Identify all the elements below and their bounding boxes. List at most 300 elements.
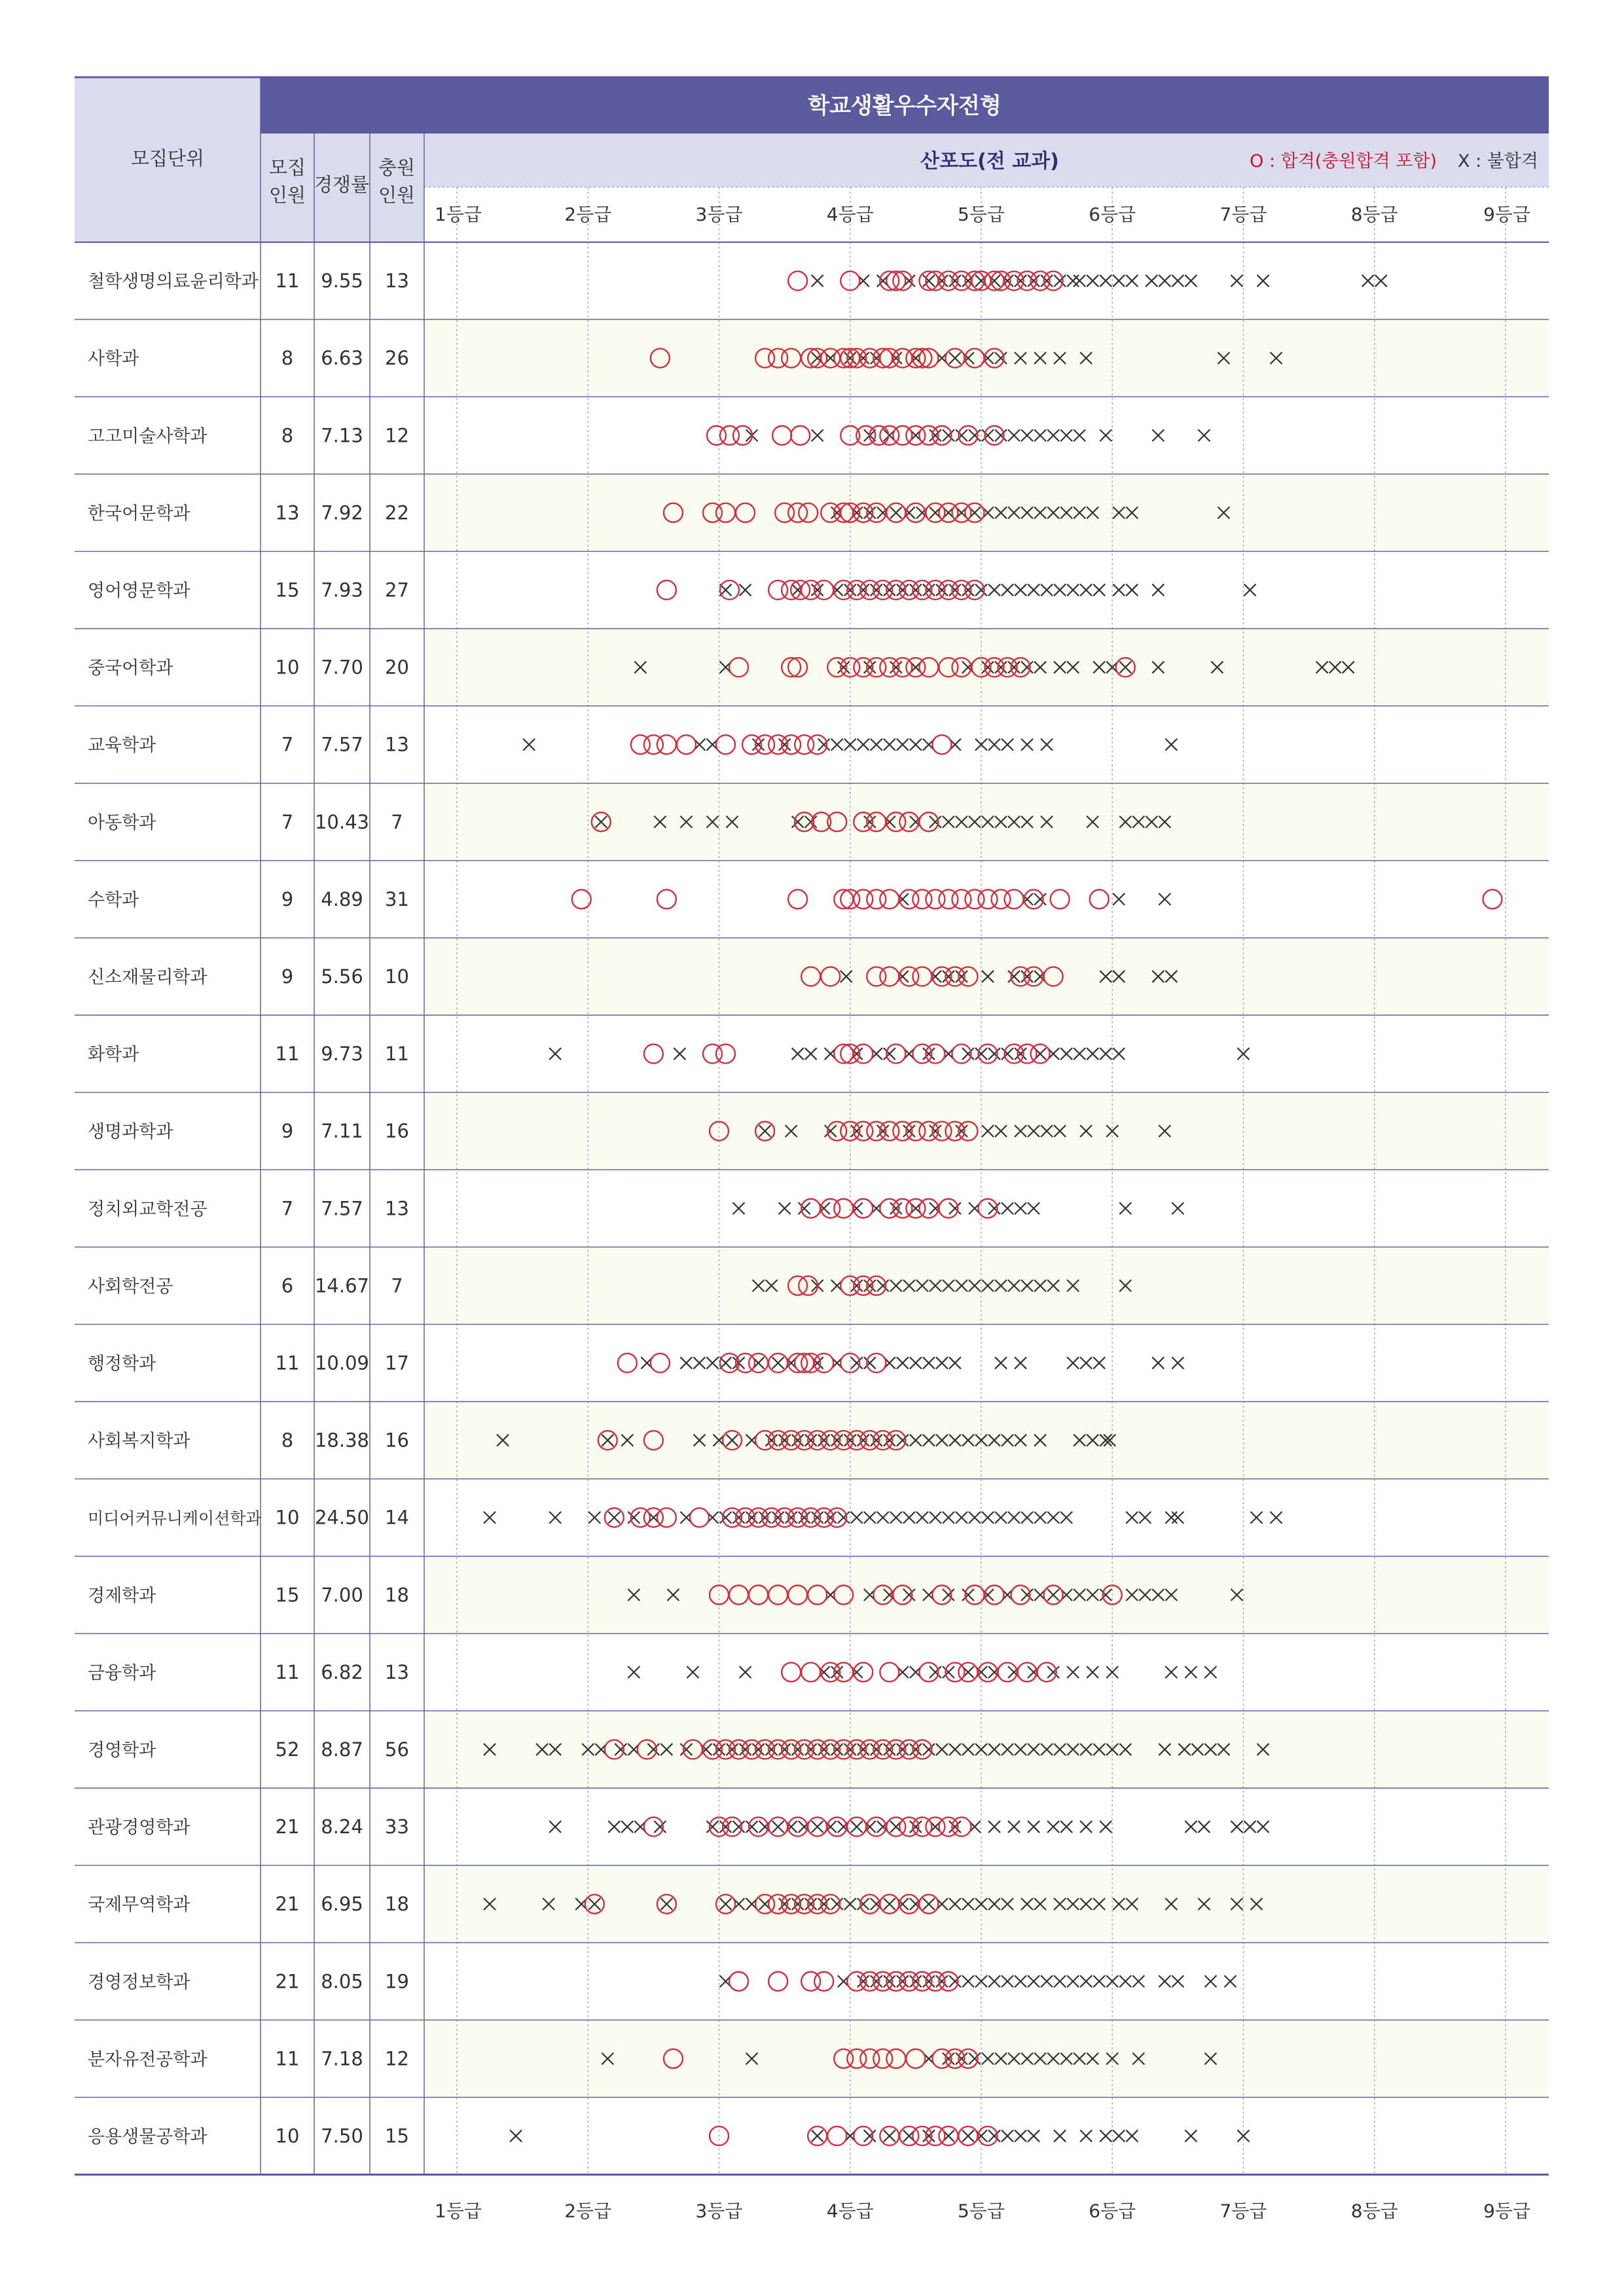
quota-value: 10 bbox=[275, 1506, 300, 1529]
fail-mark bbox=[1021, 429, 1033, 441]
quota-value: 9 bbox=[281, 888, 294, 910]
pass-mark bbox=[840, 272, 859, 291]
fail-mark bbox=[1126, 2130, 1138, 2142]
pass-mark bbox=[768, 1972, 787, 1991]
quota-value: 7 bbox=[281, 733, 294, 756]
fail-mark bbox=[910, 584, 922, 596]
fail-mark bbox=[988, 1048, 1000, 1060]
fail-mark bbox=[1257, 275, 1269, 287]
rate-value: 8.87 bbox=[321, 1738, 363, 1761]
row-label: 행정학과 bbox=[88, 1354, 156, 1374]
fail-mark bbox=[1152, 584, 1164, 596]
fail-mark bbox=[1060, 429, 1072, 441]
fail-mark bbox=[1047, 1821, 1059, 1833]
fail-mark bbox=[706, 1821, 718, 1833]
quota-value: 11 bbox=[275, 1043, 300, 1066]
fail-mark bbox=[949, 1202, 961, 1214]
fail-mark bbox=[962, 1975, 974, 1987]
fail-mark bbox=[943, 1666, 954, 1678]
tick-label-bottom: 8등급 bbox=[1350, 2200, 1398, 2222]
fail-mark bbox=[1015, 1357, 1026, 1369]
fail-mark bbox=[1087, 1048, 1098, 1060]
fail-mark bbox=[884, 1048, 895, 1060]
fail-mark bbox=[890, 1512, 902, 1524]
quota-value: 15 bbox=[275, 579, 300, 601]
fail-mark bbox=[962, 1048, 974, 1060]
fail-mark bbox=[851, 1357, 863, 1369]
fail-mark bbox=[956, 1512, 967, 1524]
row-label: 경영학과 bbox=[88, 1740, 156, 1761]
tick-label-top: 1등급 bbox=[435, 204, 482, 225]
added-value: 16 bbox=[385, 1120, 409, 1143]
fail-mark bbox=[628, 1666, 640, 1678]
tick-label-top: 4등급 bbox=[826, 204, 874, 225]
row-label: 고고미술사학과 bbox=[88, 426, 208, 447]
fail-mark bbox=[982, 429, 994, 441]
fail-mark bbox=[779, 739, 791, 751]
added-value: 12 bbox=[385, 424, 409, 447]
fail-mark bbox=[838, 1512, 850, 1524]
fail-mark bbox=[1165, 1512, 1177, 1524]
pass-mark bbox=[1090, 889, 1109, 908]
fail-mark bbox=[962, 2130, 974, 2142]
fail-mark bbox=[549, 1048, 561, 1060]
fail-mark bbox=[1257, 1821, 1269, 1833]
fail-mark bbox=[1034, 893, 1046, 905]
fail-mark bbox=[1008, 1821, 1020, 1833]
added-value: 13 bbox=[385, 733, 409, 756]
fail-mark bbox=[1041, 584, 1053, 596]
fail-mark bbox=[936, 584, 948, 596]
fail-mark bbox=[949, 1357, 961, 1369]
fail-mark bbox=[812, 1512, 823, 1524]
fail-mark bbox=[1080, 584, 1092, 596]
fail-mark bbox=[1054, 1975, 1066, 1987]
added-value: 27 bbox=[385, 579, 409, 601]
added-value: 18 bbox=[385, 1583, 409, 1606]
added-value: 17 bbox=[385, 1352, 409, 1374]
quota-value: 10 bbox=[275, 2125, 300, 2147]
fail-mark bbox=[1028, 2130, 1039, 2142]
pass-mark bbox=[791, 426, 810, 445]
fail-mark bbox=[720, 1821, 732, 1833]
fail-mark bbox=[988, 584, 1000, 596]
fail-mark bbox=[871, 739, 882, 751]
pass-mark bbox=[644, 1045, 663, 1064]
fail-mark bbox=[1100, 1821, 1111, 1833]
fail-mark bbox=[1185, 275, 1197, 287]
row-band bbox=[424, 474, 1549, 551]
fail-mark bbox=[812, 275, 823, 287]
fail-mark bbox=[1093, 1975, 1105, 1987]
fail-mark bbox=[733, 1821, 745, 1833]
fail-mark bbox=[1251, 1512, 1263, 1524]
quota-value: 52 bbox=[275, 1738, 300, 1761]
quota-value: 21 bbox=[275, 1893, 300, 1916]
fail-mark bbox=[1074, 1048, 1085, 1060]
fail-mark bbox=[1028, 584, 1039, 596]
quota-value: 11 bbox=[275, 2047, 300, 2070]
row-band bbox=[424, 938, 1549, 1015]
fail-mark bbox=[759, 1512, 771, 1524]
pass-mark bbox=[733, 426, 752, 445]
fail-mark bbox=[884, 1975, 895, 1987]
tick-label-top: 5등급 bbox=[958, 204, 1005, 225]
fail-mark bbox=[1087, 275, 1098, 287]
fail-mark bbox=[706, 1357, 718, 1369]
fail-mark bbox=[995, 1357, 1007, 1369]
row-label: 철학생명의료윤리학과 bbox=[88, 272, 259, 293]
fail-mark bbox=[785, 1512, 797, 1524]
fail-mark bbox=[1165, 739, 1177, 751]
fail-mark bbox=[746, 1821, 758, 1833]
tick-label-bottom: 4등급 bbox=[826, 2200, 874, 2222]
grid-layer bbox=[424, 187, 1549, 2175]
tick-label-top: 6등급 bbox=[1089, 204, 1136, 225]
quota-value: 9 bbox=[281, 1120, 294, 1143]
quota-value: 8 bbox=[281, 424, 294, 447]
pass-mark bbox=[834, 1199, 853, 1218]
fail-mark bbox=[1021, 739, 1033, 751]
fail-mark bbox=[1074, 275, 1085, 287]
row-band bbox=[424, 629, 1549, 706]
fail-mark bbox=[1067, 275, 1079, 287]
added-value: 10 bbox=[385, 965, 409, 988]
quota-value: 15 bbox=[275, 1583, 300, 1606]
pass-mark bbox=[880, 889, 899, 908]
fail-mark bbox=[923, 1357, 935, 1369]
tick-label-top: 3등급 bbox=[695, 204, 743, 225]
marks-layer bbox=[484, 272, 1502, 2145]
fail-mark bbox=[1067, 1666, 1079, 1678]
row-band bbox=[424, 1556, 1549, 1634]
row-label: 화학과 bbox=[88, 1045, 139, 1066]
pass-mark bbox=[657, 889, 676, 908]
fail-mark bbox=[1165, 1666, 1177, 1678]
fail-mark bbox=[949, 275, 961, 287]
fail-mark bbox=[910, 1357, 922, 1369]
pass-mark bbox=[720, 581, 739, 600]
fail-mark bbox=[975, 1975, 987, 1987]
fail-mark bbox=[1113, 1048, 1125, 1060]
fail-mark bbox=[1028, 1821, 1039, 1833]
tick-label-top: 9등급 bbox=[1483, 204, 1530, 225]
legend-pass: O : 합격(충원합격 포함) bbox=[1250, 151, 1437, 171]
added-value: 16 bbox=[385, 1429, 409, 1452]
rate-value: 10.43 bbox=[314, 810, 370, 833]
fail-mark bbox=[923, 584, 935, 596]
fail-mark bbox=[936, 1357, 948, 1369]
col-header-quota-2: 인원 bbox=[268, 184, 306, 206]
quota-value: 8 bbox=[281, 1429, 294, 1452]
fail-mark bbox=[1198, 1821, 1210, 1833]
quota-value: 11 bbox=[275, 270, 300, 293]
fail-mark bbox=[1113, 584, 1125, 596]
fail-mark bbox=[1028, 275, 1039, 287]
fail-mark bbox=[1015, 275, 1026, 287]
row-label: 미디어커뮤니케이션학과 bbox=[88, 1509, 262, 1528]
fail-mark bbox=[949, 1821, 961, 1833]
row-label: 사회복지학과 bbox=[88, 1431, 190, 1452]
fail-mark bbox=[654, 1821, 666, 1833]
pass-mark bbox=[618, 1354, 637, 1372]
pass-mark bbox=[657, 1508, 676, 1527]
tick-label-bottom: 5등급 bbox=[958, 2200, 1005, 2222]
fail-mark bbox=[1028, 1975, 1039, 1987]
quota-value: 21 bbox=[275, 1816, 300, 1839]
rate-value: 7.00 bbox=[321, 1583, 363, 1606]
fail-mark bbox=[995, 429, 1007, 441]
fail-mark bbox=[1100, 429, 1111, 441]
fail-mark bbox=[1146, 275, 1157, 287]
row-band bbox=[424, 1711, 1549, 1788]
quota-value: 6 bbox=[281, 1274, 294, 1297]
legend-fail: X : 불합격 bbox=[1457, 151, 1538, 171]
pass-mark bbox=[677, 735, 696, 754]
pass-mark bbox=[772, 426, 791, 445]
fail-mark bbox=[1054, 584, 1066, 596]
fail-mark bbox=[779, 1202, 791, 1214]
fail-mark bbox=[897, 584, 909, 596]
fail-mark bbox=[884, 584, 895, 596]
row-band bbox=[424, 319, 1549, 397]
fail-mark bbox=[910, 739, 922, 751]
col-header-unit: 모집단위 bbox=[130, 147, 205, 170]
fail-mark bbox=[1001, 1975, 1013, 1987]
added-value: 7 bbox=[391, 810, 403, 833]
rate-value: 8.24 bbox=[321, 1816, 363, 1839]
fail-mark bbox=[1067, 584, 1079, 596]
fail-mark bbox=[549, 1821, 561, 1833]
row-band bbox=[424, 1247, 1549, 1324]
row-label: 한국어문학과 bbox=[88, 503, 190, 524]
fail-mark bbox=[1204, 1666, 1216, 1678]
tick-label-top: 7등급 bbox=[1219, 204, 1267, 225]
row-band bbox=[424, 1402, 1549, 1479]
fail-mark bbox=[1271, 1512, 1282, 1524]
pass-mark bbox=[1051, 889, 1070, 908]
fail-mark bbox=[1008, 429, 1020, 441]
rate-value: 7.18 bbox=[321, 2047, 363, 2070]
fail-mark bbox=[1198, 429, 1210, 441]
rate-value: 6.82 bbox=[321, 1660, 363, 1683]
quota-value: 10 bbox=[275, 656, 300, 679]
fail-mark bbox=[929, 1666, 941, 1678]
row-label: 사학과 bbox=[88, 349, 139, 370]
added-value: 22 bbox=[385, 501, 409, 524]
fail-mark bbox=[1021, 1512, 1033, 1524]
fail-mark bbox=[969, 429, 981, 441]
fail-mark bbox=[772, 1512, 784, 1524]
fail-mark bbox=[929, 429, 941, 441]
rate-value: 7.13 bbox=[321, 424, 363, 447]
fail-mark bbox=[864, 1512, 876, 1524]
pass-mark bbox=[657, 581, 676, 600]
fail-mark bbox=[1034, 429, 1046, 441]
fail-mark bbox=[949, 584, 961, 596]
fail-mark bbox=[1244, 584, 1256, 596]
fail-mark bbox=[936, 1975, 948, 1987]
rate-value: 7.57 bbox=[321, 733, 363, 756]
fail-mark bbox=[988, 739, 1000, 751]
rate-value: 8.05 bbox=[321, 1970, 363, 1993]
fail-mark bbox=[825, 1512, 837, 1524]
rate-value: 6.63 bbox=[321, 347, 363, 370]
fail-mark bbox=[1067, 1975, 1079, 1987]
rate-value: 7.92 bbox=[321, 501, 363, 524]
fail-mark bbox=[1060, 1048, 1072, 1060]
row-band bbox=[424, 2020, 1549, 2097]
fail-mark bbox=[943, 429, 954, 441]
added-value: 14 bbox=[385, 1506, 409, 1529]
added-value: 26 bbox=[385, 347, 409, 370]
rate-value: 7.70 bbox=[321, 656, 363, 679]
fail-mark bbox=[628, 1512, 640, 1524]
fail-mark bbox=[969, 1512, 981, 1524]
fail-mark bbox=[720, 1512, 732, 1524]
fail-mark bbox=[956, 429, 967, 441]
row-label: 분자유전공학과 bbox=[88, 2049, 208, 2070]
fail-mark bbox=[910, 1975, 922, 1987]
added-value: 19 bbox=[385, 1970, 409, 1993]
fail-mark bbox=[772, 1821, 784, 1833]
fail-mark bbox=[608, 1512, 620, 1524]
fail-mark bbox=[884, 739, 895, 751]
fail-mark bbox=[1126, 275, 1138, 287]
added-value: 13 bbox=[385, 270, 409, 293]
fail-mark bbox=[1054, 2130, 1066, 2142]
fail-mark bbox=[1159, 1975, 1170, 1987]
pass-mark bbox=[932, 735, 951, 754]
fail-mark bbox=[857, 1975, 869, 1987]
table-title: 학교생활우수자전형 bbox=[808, 93, 1001, 119]
fail-mark bbox=[831, 739, 843, 751]
tick-label-bottom: 3등급 bbox=[695, 2200, 743, 2222]
fail-mark bbox=[1041, 1975, 1053, 1987]
fail-mark bbox=[1100, 1048, 1111, 1060]
fail-mark bbox=[1185, 1821, 1197, 1833]
fail-mark bbox=[1113, 275, 1125, 287]
fail-mark bbox=[884, 2130, 895, 2142]
fail-mark bbox=[1028, 1202, 1039, 1214]
fail-mark bbox=[949, 1975, 961, 1987]
row-label: 국제무역학과 bbox=[88, 1895, 190, 1916]
fail-mark bbox=[929, 1512, 941, 1524]
fail-mark bbox=[1074, 429, 1085, 441]
fail-mark bbox=[588, 1512, 600, 1524]
quota-value: 9 bbox=[281, 965, 294, 988]
fail-mark bbox=[1001, 584, 1013, 596]
added-value: 15 bbox=[385, 2125, 409, 2147]
fail-mark bbox=[1172, 1975, 1183, 1987]
fail-mark bbox=[740, 584, 751, 596]
fail-mark bbox=[1375, 275, 1387, 287]
fail-mark bbox=[621, 1821, 633, 1833]
fail-mark bbox=[1080, 1975, 1092, 1987]
fail-mark bbox=[1067, 1357, 1079, 1369]
rate-value: 5.56 bbox=[321, 965, 363, 988]
col-header-added: 충원 bbox=[378, 156, 416, 179]
fail-mark bbox=[1100, 2130, 1111, 2142]
rate-value: 7.50 bbox=[321, 2125, 363, 2147]
fail-mark bbox=[1080, 1821, 1092, 1833]
rate-value: 24.50 bbox=[314, 1506, 370, 1529]
fail-mark bbox=[1119, 1202, 1131, 1214]
row-label: 중국어학과 bbox=[88, 658, 173, 679]
pass-mark bbox=[788, 889, 807, 908]
row-label: 영어영문학과 bbox=[88, 581, 190, 601]
fail-mark bbox=[831, 1666, 843, 1678]
tick-label-bottom: 6등급 bbox=[1089, 2200, 1136, 2222]
fail-mark bbox=[1080, 2130, 1092, 2142]
row-band bbox=[424, 1092, 1549, 1170]
fail-mark bbox=[923, 1048, 935, 1060]
fail-mark bbox=[1001, 739, 1013, 751]
row-label: 교육학과 bbox=[88, 735, 156, 756]
fail-mark bbox=[1015, 1975, 1026, 1987]
rate-value: 7.11 bbox=[321, 1120, 363, 1143]
fail-mark bbox=[897, 739, 909, 751]
row-label: 경제학과 bbox=[88, 1585, 156, 1606]
quota-value: 11 bbox=[275, 1352, 300, 1374]
pass-mark bbox=[880, 1662, 899, 1681]
rate-value: 10.09 bbox=[314, 1352, 370, 1374]
fail-mark bbox=[1152, 429, 1164, 441]
pass-mark bbox=[690, 1508, 709, 1527]
added-value: 11 bbox=[385, 1043, 409, 1066]
fail-mark bbox=[890, 1202, 902, 1214]
rate-value: 9.73 bbox=[321, 1043, 363, 1066]
fail-mark bbox=[484, 1512, 496, 1524]
fail-mark bbox=[1060, 1821, 1072, 1833]
fail-mark bbox=[857, 739, 869, 751]
fail-mark bbox=[1362, 275, 1374, 287]
pass-mark bbox=[782, 1662, 801, 1681]
fail-mark bbox=[1041, 739, 1053, 751]
fail-mark bbox=[844, 739, 856, 751]
fail-mark bbox=[1172, 1512, 1183, 1524]
fail-mark bbox=[982, 1512, 994, 1524]
tick-label-bottom: 2등급 bbox=[564, 2200, 612, 2222]
pass-mark bbox=[657, 735, 676, 754]
fail-mark bbox=[549, 1512, 561, 1524]
fail-mark bbox=[877, 1512, 889, 1524]
col-header-added-2: 인원 bbox=[378, 184, 416, 206]
rate-value: 9.55 bbox=[321, 270, 363, 293]
fail-mark bbox=[1126, 584, 1138, 596]
fail-mark bbox=[674, 1048, 685, 1060]
fail-mark bbox=[943, 1512, 954, 1524]
fail-mark bbox=[851, 1512, 863, 1524]
fail-mark bbox=[680, 1357, 692, 1369]
pass-mark bbox=[1483, 889, 1502, 908]
fail-mark bbox=[687, 1666, 698, 1678]
fail-mark bbox=[864, 2130, 876, 2142]
quota-value: 13 bbox=[275, 501, 300, 524]
rate-value: 7.57 bbox=[321, 1197, 363, 1220]
fail-mark bbox=[818, 739, 830, 751]
col-header-quota: 모집 bbox=[268, 156, 306, 179]
fail-mark bbox=[851, 1821, 863, 1833]
pass-mark bbox=[1005, 889, 1024, 908]
fail-mark bbox=[903, 1512, 915, 1524]
fail-mark bbox=[1172, 275, 1183, 287]
added-value: 20 bbox=[385, 656, 409, 679]
fail-mark bbox=[805, 1048, 817, 1060]
fail-mark bbox=[812, 429, 823, 441]
fail-mark bbox=[746, 1512, 758, 1524]
fail-mark bbox=[792, 1048, 804, 1060]
